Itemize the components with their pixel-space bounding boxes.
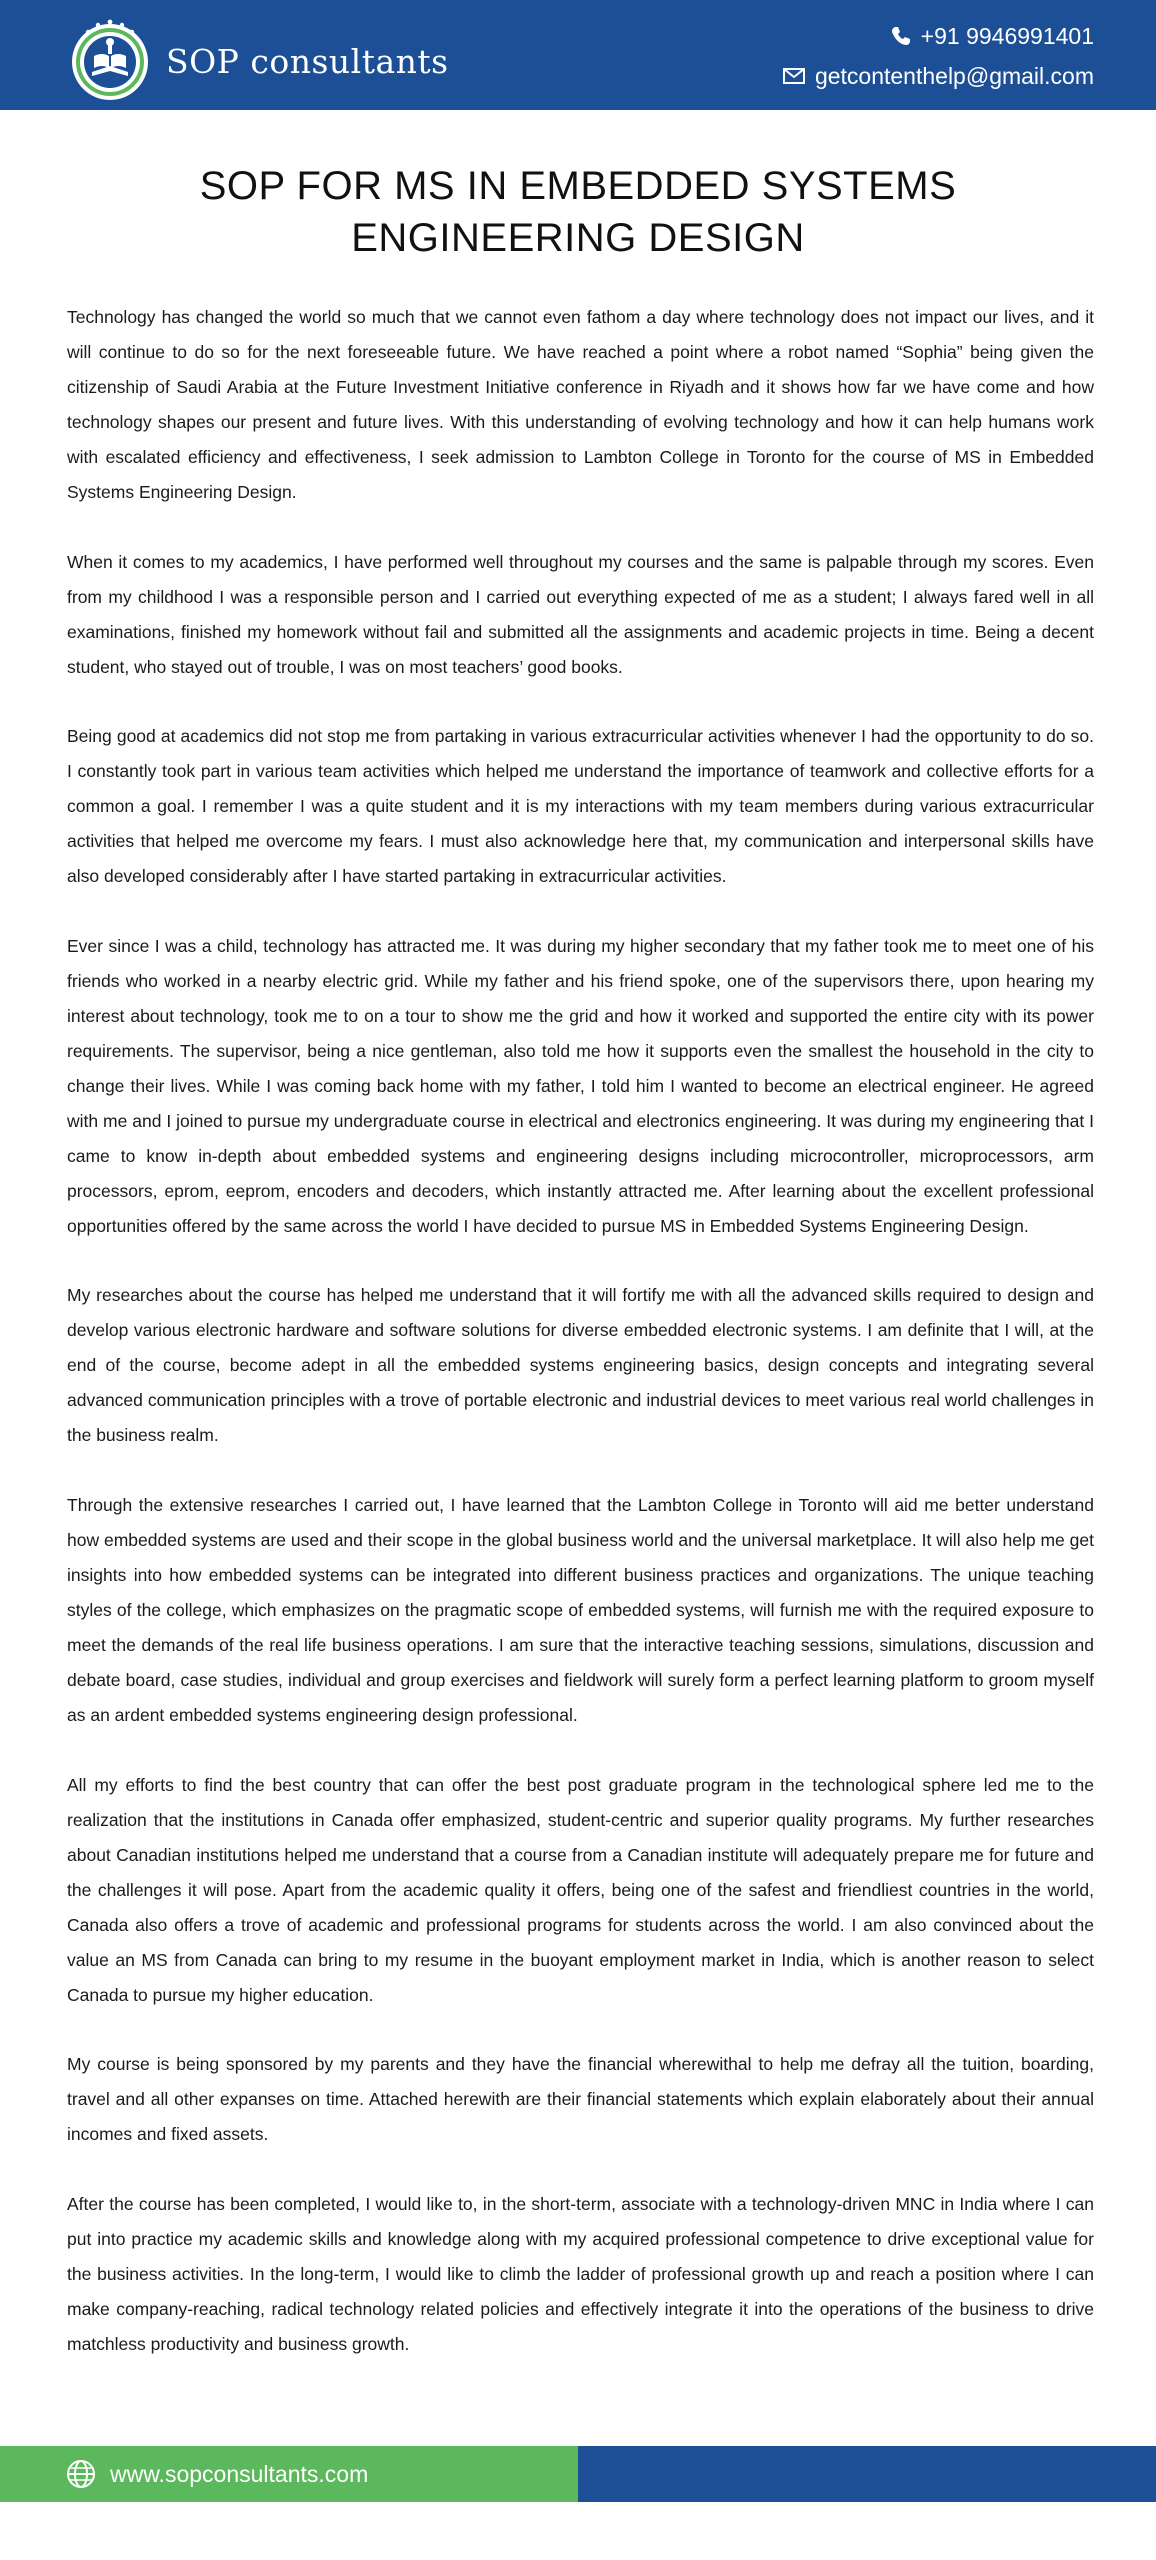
- logo-emblem-icon: [68, 18, 152, 102]
- phone-line[interactable]: [783, 18, 1094, 54]
- paragraph: Technology has changed the world so much that we cannot even fathom a day where technology does not impact our lives, and it will continue to do so for the next foreseeable future. We have reached a point where a robot named “Sophia” being given the citizenship of Saudi Arabia at the Future Investment Initiative conference in Riyadh and it shows how far we have come and how technology shapes our present and future lives. With this understanding of evolving technology and how it can help humans work with escalated efficiency and effectiveness, I seek admission to Lambton College in Toronto for the course of MS in Embedded Systems Engineering Design.: [67, 307, 1094, 502]
- contact-block: [783, 18, 1094, 98]
- paragraph: My course is being sponsored by my parents and they have the financial wherewithal to help me defray all the tuition, boarding, travel and all other expanses on time. Attached herewith are their financial statements which explain elaborately about their annual incomes and fixed assets.: [67, 2054, 1094, 2145]
- email-address: getcontenthelp@gmail.com: [814, 62, 1094, 89]
- phone-icon: [891, 26, 911, 46]
- paragraph: After the course has been completed, I would like to, in the short-term, associate with a technology-driven MNC in India where I can put into practice my academic skills and knowledge along with my acquired professional competence to drive exceptional value for the business activities. In the long-term, I would like to climb the ladder of professional growth up and reach a position where I can make company-reaching, radical technology related policies and effectively integrate it into the operations of the business to drive matchless productivity and business growth.: [67, 2193, 1094, 2354]
- paragraph: When it comes to my academics, I have performed well throughout my courses and the same is palpable through my scores. Even from my childhood I was a responsible person and I carried out everything expected of me as a student; I always fared well in all examinations, finished my homework without fail and submitted all the assignments and academic projects in time. Being a decent student, who stayed out of trouble, I was on most teachers’ good books.: [67, 551, 1094, 677]
- globe-icon: [66, 2459, 96, 2489]
- paragraph: My researches about the course has helped me understand that it will fortify me with all the advanced skills required to design and develop various electronic hardware and software solutions for diverse embedded electronic systems. I am definite that I will, at the end of the course, become adept in all the embedded systems engineering basics, design concepts and integrating several advanced communication principles with a trove of portable electronic and industrial devices to meet various real world challenges in the business realm.: [67, 1285, 1094, 1446]
- page-title: [0, 160, 1156, 264]
- mail-icon: [783, 68, 805, 84]
- phone-number: +91 9946991401: [920, 22, 1094, 49]
- paragraph: All my efforts to find the best country that can offer the best post graduate program in the technological sphere led me to the realization that the institutions in Canada offer emphasized, student-centric and superior quality programs. My further researches about Canadian institutions helped me understand that a course from a Canadian institute will adequately prepare me for future and the challenges it will pose. Apart from the academic quality it offers, being one of the safest and friendliest countries in the world, Canada also offers a trove of academic and professional programs for students across the world. I am also convinced about the value an MS from Canada can bring to my resume in the buoyant employment market in India, which is another reason to select Canada to pursue my higher education.: [67, 1774, 1094, 2005]
- footer-blue-bar: [578, 2446, 1156, 2502]
- page-title-line-2: ENGINEERING DESIGN: [351, 216, 805, 260]
- paragraph: Being good at academics did not stop me from partaking in various extracurricular activities whenever I had the opportunity to do so. I constantly took part in various team activities which helped me understand the importance of teamwork and collective efforts for a common a goal. I remember I was a quite student and it is my interactions with my team members during various extracurricular activities that helped me overcome my fears. I must also acknowledge here that, my communication and interpersonal skills have also developed considerably after I have started partaking in extracurricular activities.: [67, 726, 1094, 887]
- paragraph: Through the extensive researches I carried out, I have learned that the Lambton College in Toronto will aid me better understand how embedded systems are used and their scope in the global business world and the universal marketplace. It will also help me get insights into how embedded systems can be integrated into different business practices and organizations. The unique teaching styles of the college, which emphasizes on the pragmatic scope of embedded systems, will furnish me with the required exposure to meet the demands of the real life business operations. I am sure that the interactive teaching sessions, simulations, discussion and debate board, case studies, individual and group exercises and fieldwork will surely form a perfect learning platform to groom myself as an ardent embedded systems engineering design professional.: [67, 1494, 1094, 1725]
- paragraph: Ever since I was a child, technology has attracted me. It was during my higher secondary that my father took me to meet one of his friends who worked in a nearby electric grid. While my father and his friend spoke, one of the supervisors there, upon hearing my interest about technology, took me to on a tour to show me the grid and how it worked and supported the entire city with its power requirements. The supervisor, being a nice gentleman, also told me how it supports even the smallest the household in the city to change their lives. While I was coming back home with my father, I told him I wanted to become an electrical engineer. He agreed with me and I joined to pursue my undergraduate course in electrical and electronics engineering. It was during my engineering that I came to know in-depth about embedded systems and engineering designs including microcontroller, microprocessors, arm processors, eprom, eeprom, encoders and decoders, which instantly attracted me. After learning about the excellent professional opportunities offered by the same across the world I have decided to pursue MS in Embedded Systems Engineering Design.: [67, 935, 1094, 1236]
- email-line[interactable]: [783, 58, 1094, 94]
- footer-website-bar: [0, 2446, 578, 2502]
- page-title-line-1: SOP FOR MS IN EMBEDDED SYSTEMS: [199, 164, 957, 208]
- website-link[interactable]: www.sopconsultants.com: [110, 2460, 369, 2487]
- page-header: [0, 0, 1156, 110]
- document-body: [67, 300, 1094, 2396]
- brand-name: SOP consultants: [166, 42, 449, 81]
